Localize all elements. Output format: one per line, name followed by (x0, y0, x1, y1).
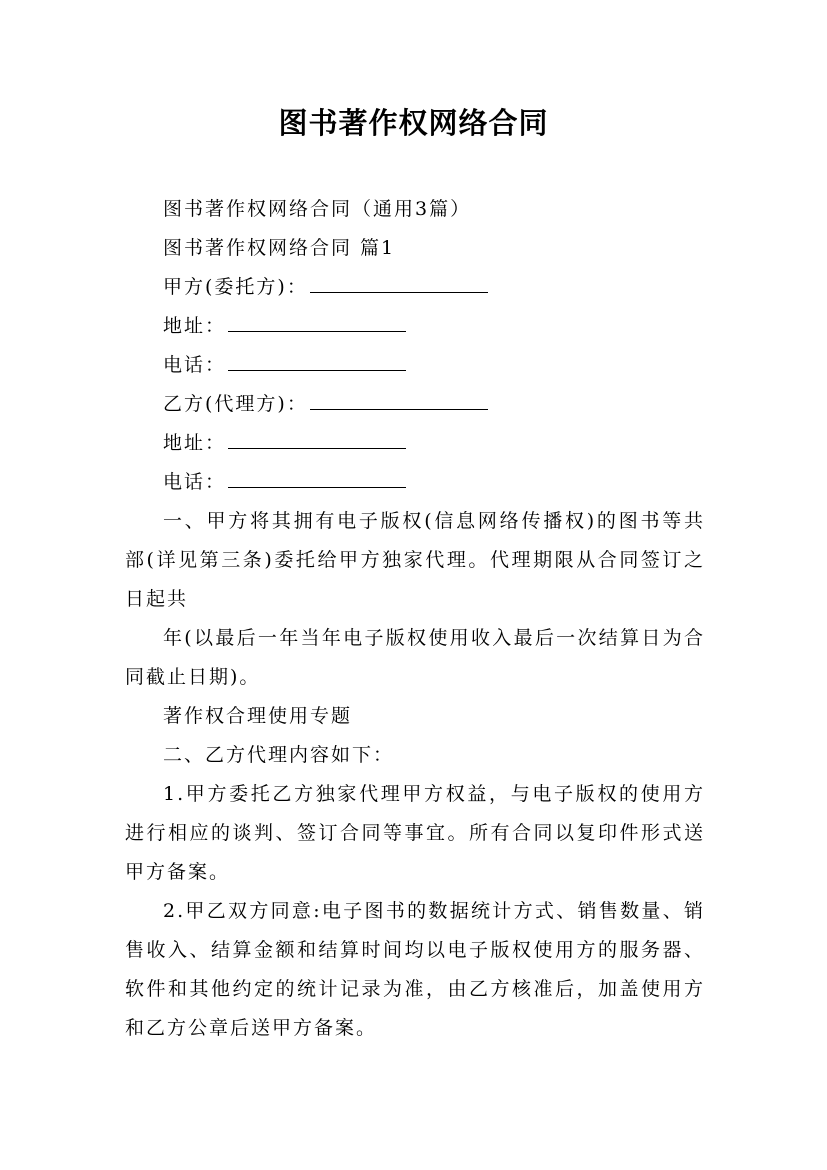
party-b-blank[interactable] (310, 387, 488, 410)
paragraph-3: 著作权合理使用专题 (163, 705, 353, 727)
paragraph-1: 一、甲方将其拥有电子版权(信息网络传播权)的图书等共部(详见第三条)委托给甲方独家代理。代理期限从合同签订之日起共 (125, 510, 705, 610)
party-b-address-label: 地址： (163, 432, 227, 454)
subtitle-line (163, 190, 705, 229)
section-heading-line (163, 229, 705, 268)
party-a-label: 甲方(委托方)： (163, 276, 308, 298)
paragraph-4: 二、乙方代理内容如下： (163, 744, 395, 766)
party-a-phone-blank[interactable] (228, 348, 406, 371)
party-a-phone-line (163, 346, 705, 385)
document-body (125, 190, 705, 1048)
paragraph-5: 1.甲方委托乙方独家代理甲方权益，与电子版权的使用方进行相应的谈判、签订合同等事宜。所有合同以复印件形式送甲方备案。 (125, 783, 705, 883)
party-a-line (163, 268, 705, 307)
party-b-phone-blank[interactable] (228, 465, 406, 488)
party-b-phone-label: 电话： (163, 471, 227, 493)
paragraph-6: 2.甲乙双方同意:电子图书的数据统计方式、销售数量、销售收入、结算金额和结算时间均以电子版权使用方的服务器、软件和其他约定的统计记录为准，由乙方核准后，加盖使用方和乙方公章后送甲方备案。 (125, 900, 705, 1039)
party-b-address-line (163, 424, 705, 463)
document-title: 图书著作权网络合同 (278, 106, 549, 140)
paragraph-2: 年(以最后一年当年电子版权使用收入最后一次结算日为合同截止日期)。 (125, 627, 705, 688)
section-heading: 图书著作权网络合同 篇1 (163, 237, 396, 259)
subtitle: 图书著作权网络合同（通用3篇） (163, 198, 472, 220)
party-a-address-line (163, 307, 705, 346)
party-b-phone-line (163, 463, 705, 502)
party-b-label: 乙方(代理方)： (163, 393, 308, 415)
party-a-phone-label: 电话： (163, 354, 227, 376)
party-a-address-label: 地址： (163, 315, 227, 337)
party-b-address-blank[interactable] (228, 426, 406, 449)
party-a-address-blank[interactable] (228, 309, 406, 332)
party-a-blank[interactable] (310, 270, 488, 293)
party-b-line (163, 385, 705, 424)
